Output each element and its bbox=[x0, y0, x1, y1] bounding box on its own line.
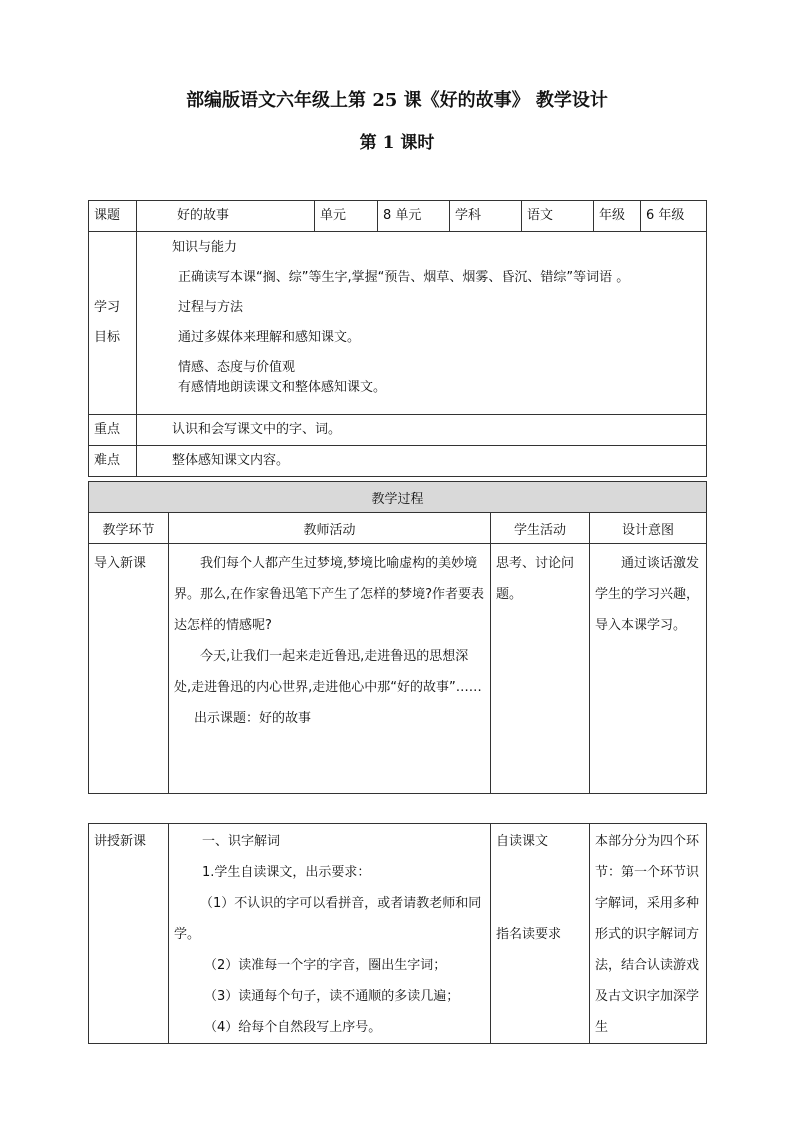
objective-heading-process: 过程与方法 bbox=[178, 300, 244, 315]
lesson-student-2: 指名读要求 bbox=[496, 927, 562, 942]
document-title: 部编版语文六年级上第 25 课《好的故事》 教学设计 bbox=[186, 90, 608, 111]
lesson-student bbox=[491, 824, 590, 1044]
difficulty-text: 整体感知课文内容。 bbox=[137, 446, 707, 477]
objectives-label-line2: 目标 bbox=[94, 330, 121, 345]
document-subtitle: 第 1 课时 bbox=[359, 133, 435, 153]
topic-value: 好的故事 bbox=[137, 201, 315, 232]
header-teacher: 教师活动 bbox=[169, 513, 491, 544]
lesson-teacher-req4: （4）给每个自然段写上序号。 bbox=[204, 1020, 382, 1035]
objective-knowledge-text: 正确读写本课“搁、综”等生字,掌握“预告、烟草、烟雾、昏沉、错综”等词语 。 bbox=[178, 270, 630, 285]
topic-label: 课题 bbox=[89, 201, 137, 232]
process-table bbox=[88, 481, 707, 794]
header-student: 学生活动 bbox=[491, 513, 590, 544]
intro-row bbox=[89, 544, 707, 794]
lesson-teacher-heading: 一、识字解词 bbox=[202, 834, 281, 849]
header-intent: 设计意图 bbox=[590, 513, 707, 544]
intro-teacher bbox=[169, 544, 491, 794]
lesson-teacher-req1: （1）不认识的字可以看拼音，或者请教老师和同学。 bbox=[174, 896, 482, 942]
subject-label: 学科 bbox=[450, 201, 522, 232]
objective-process-text: 通过多媒体来理解和感知课文。 bbox=[178, 330, 361, 345]
lesson-teacher-req2: （2）读准每一个字的字音，圈出生字词； bbox=[204, 958, 447, 973]
objectives-label bbox=[89, 232, 137, 415]
grade-value: 6 年级 bbox=[641, 201, 707, 232]
difficulty-label: 难点 bbox=[89, 446, 137, 477]
intro-teacher-p3: 出示课题：好的故事 bbox=[194, 711, 312, 726]
lesson-teacher-step1: 1.学生自读课文，出示要求： bbox=[202, 865, 371, 880]
subject-value: 语文 bbox=[522, 201, 594, 232]
objective-heading-emotion: 情感、态度与价值观 bbox=[178, 360, 296, 375]
intro-intent: 通过谈话激发学生的学习兴趣，导入本课学习。 bbox=[590, 544, 707, 794]
unit-value: 8 单元 bbox=[378, 201, 450, 232]
lesson-teacher-req3: （3）读通每个句子，读不通顺的多读几遍； bbox=[204, 989, 460, 1004]
key-points-row bbox=[89, 415, 707, 446]
lesson-row bbox=[89, 824, 707, 1044]
header-stage: 教学环节 bbox=[89, 513, 169, 544]
process-header-row bbox=[89, 513, 707, 544]
lesson-table bbox=[88, 823, 707, 1044]
process-title-row bbox=[89, 482, 707, 513]
intro-teacher-p1: 我们每个人都产生过梦境,梦境比喻虚构的美妙境界。那么,在作家鲁迅笔下产生了怎样的梦境?作者要表达怎样的情感呢? bbox=[174, 556, 485, 633]
unit-label: 单元 bbox=[315, 201, 378, 232]
lesson-plan-table bbox=[88, 200, 707, 477]
objectives-content bbox=[137, 232, 707, 415]
grade-label: 年级 bbox=[594, 201, 641, 232]
lesson-teacher bbox=[169, 824, 491, 1044]
info-row bbox=[89, 201, 707, 232]
objectives-row bbox=[89, 232, 707, 415]
lesson-student-1: 自读课文 bbox=[496, 834, 549, 849]
difficulty-row bbox=[89, 446, 707, 477]
objectives-label-line1: 学习 bbox=[94, 300, 121, 315]
key-text: 认识和会写课文中的字、词。 bbox=[137, 415, 707, 446]
intro-teacher-p2: 今天,让我们一起来走近鲁迅,走进鲁迅的思想深处,走进鲁迅的内心世界,走进他心中那“好的故事”…… bbox=[174, 649, 482, 695]
key-label: 重点 bbox=[89, 415, 137, 446]
objective-emotion-text: 有感情地朗读课文和整体感知课文。 bbox=[178, 380, 387, 395]
intro-stage: 导入新课 bbox=[89, 544, 169, 794]
lesson-intent: 本部分分为四个环节：第一个环节识字解词，采用多种形式的识字解词方法，结合认读游戏及古文识字加深学生 bbox=[590, 824, 707, 1044]
process-title: 教学过程 bbox=[89, 482, 707, 513]
objective-heading-knowledge: 知识与能力 bbox=[172, 240, 238, 255]
intro-student: 思考、讨论问题。 bbox=[491, 544, 590, 794]
lesson-stage: 讲授新课 bbox=[89, 824, 169, 1044]
